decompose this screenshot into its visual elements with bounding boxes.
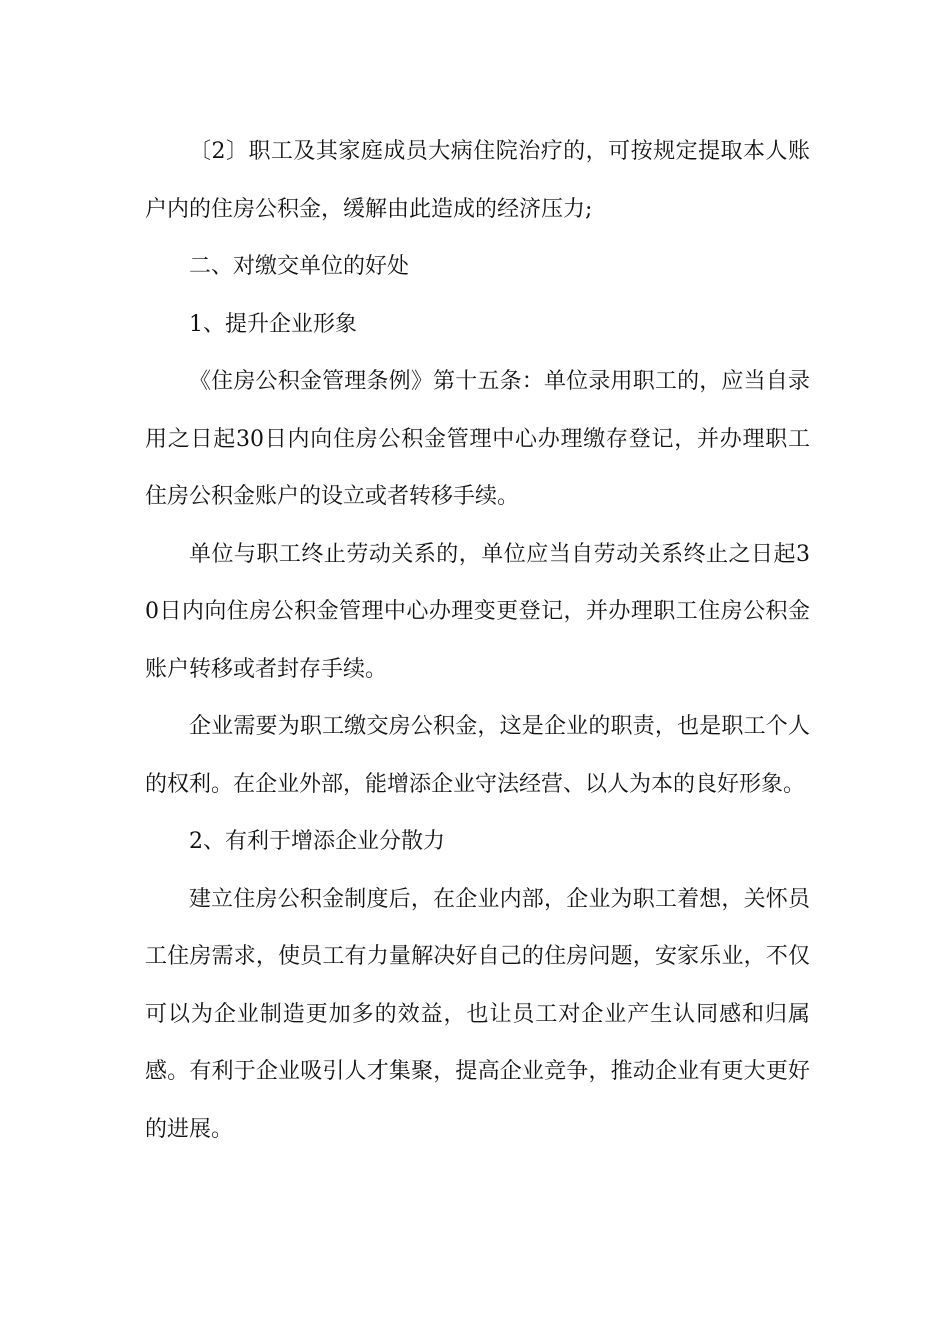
paragraph-enterprise-responsibility: 企业需要为职工缴交房公积金，这是企业的职责，也是职工个人的权利。在企业外部，能增添企业守法经营、以人为本的良好形象。 [145, 714, 810, 797]
document-body [145, 123, 810, 1158]
paragraph-illness-withdrawal: 〔2〕职工及其家庭成员大病住院治疗的，可按规定提取本人账户内的住房公积金，缓解由此造成的经济压力; [145, 139, 810, 222]
subheading-cohesion: 2、有利于增添企业分散力 [189, 829, 445, 854]
paragraph-termination-procedure: 单位与职工终止劳动关系的，单位应当自劳动关系终止之日起30日内向住房公积金管理中心办理变更登记，并办理职工住房公积金账户转移或者封存手续。 [145, 541, 810, 682]
section-heading-employer-benefits: 二、对缴交单位的好处 [189, 254, 410, 279]
paragraph-regulation-article-15: 《住房公积金管理条例》第十五条：单位录用职工的，应当自录用之日起30日内向住房公积金管理中心办理缴存登记，并办理职工住房公积金账户的设立或者转移手续。 [145, 369, 810, 509]
paragraph-cohesion-benefits: 建立住房公积金制度后，在企业内部，企业为职工着想，关怀员工住房需求，使员工有力量解决好自己的住房问题，安家乐业，不仅可以为企业制造更加多的效益，也让员工对企业产生认同感和归属感。有利于企业吸引人才集聚，提高企业竞争，推动企业有更大更好的进展。 [145, 886, 810, 1142]
subheading-corporate-image: 1、提升企业形象 [189, 311, 357, 337]
